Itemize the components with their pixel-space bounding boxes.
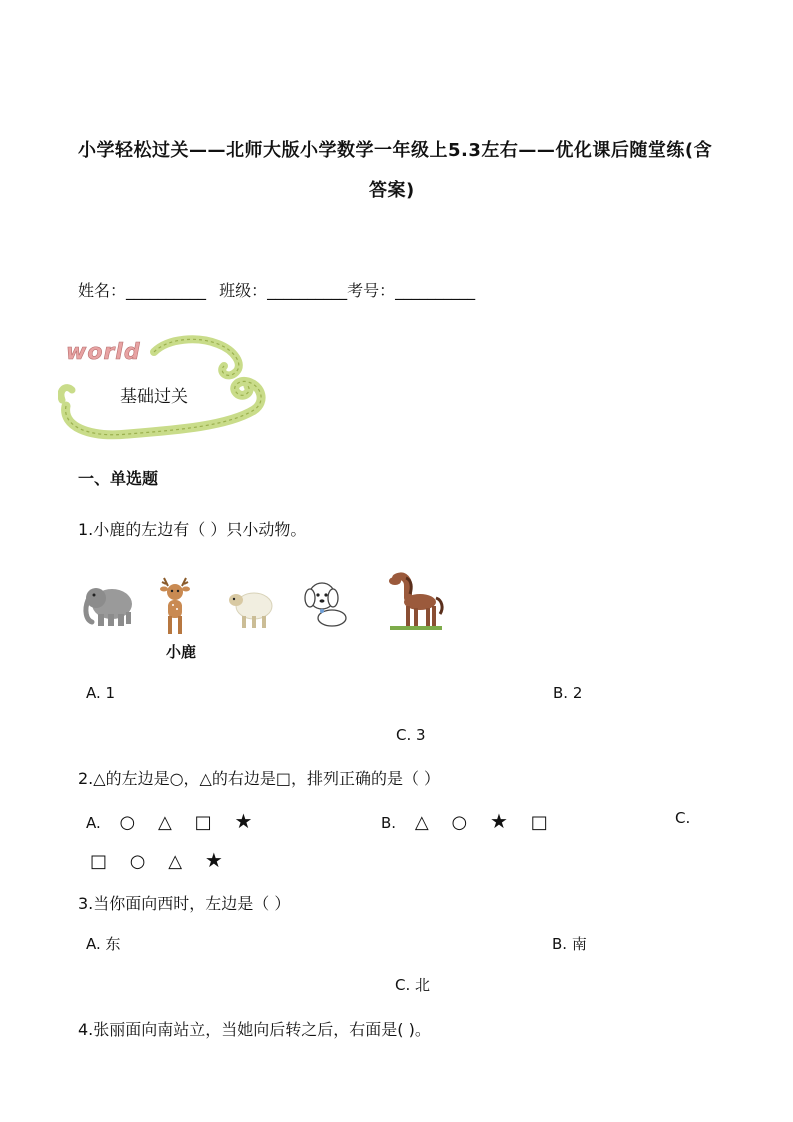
document-title-line1: 小学轻松过关——北师大版小学数学一年级上5.3左右——优化课后随堂练(含 — [78, 140, 713, 161]
question-2-stem: 2.△的左边是○，△的右边是□，排列正确的是（ ） — [78, 769, 441, 788]
circle-shape: ○ — [129, 851, 146, 872]
puppy-icon — [302, 578, 352, 630]
question-4-stem: 4.张丽面向南站立，当她向后转之后，右面是( )。 — [78, 1020, 431, 1039]
q1-option-b[interactable]: B. 2 — [553, 684, 583, 702]
triangle-shape: △ — [414, 812, 429, 833]
circle-shape: ○ — [119, 812, 136, 833]
q3-option-a[interactable]: A. 东 — [86, 935, 121, 953]
square-shape: □ — [530, 812, 548, 833]
document-title-line2: 答案) — [369, 180, 415, 201]
section-heading: 一、单选题 — [78, 469, 159, 488]
square-shape: □ — [90, 851, 108, 872]
exam-label: 考号： — [347, 281, 396, 300]
name-blank: __________ — [126, 281, 207, 300]
deer-caption: 小鹿 — [166, 643, 197, 661]
name-label: 姓名： — [78, 281, 127, 300]
q2-option-b-label: B. — [381, 814, 397, 832]
q2-option-b[interactable] — [381, 809, 548, 833]
circle-shape: ○ — [451, 812, 468, 833]
q2-option-a-label: A. — [86, 814, 101, 832]
star-shape: ★ — [204, 848, 223, 872]
q1-option-a[interactable]: A. 1 — [86, 684, 116, 702]
sheep-icon — [226, 586, 276, 630]
square-shape: □ — [194, 812, 212, 833]
banner-label: 基础过关 — [120, 387, 188, 407]
horse-icon — [386, 572, 446, 634]
q1-option-c[interactable]: C. 3 — [396, 726, 426, 744]
q2-option-c-label[interactable]: C. — [675, 809, 691, 827]
q3-option-c[interactable]: C. 北 — [395, 976, 431, 994]
animal-row — [80, 572, 460, 638]
elephant-icon — [82, 580, 138, 630]
triangle-shape: △ — [158, 812, 172, 833]
q2-option-c-shapes[interactable] — [90, 848, 223, 872]
star-shape: ★ — [234, 809, 253, 833]
student-info-line — [78, 278, 475, 301]
exam-blank: __________ — [395, 281, 476, 300]
question-3-stem: 3.当你面向西时，左边是（ ） — [78, 894, 291, 913]
deer-icon — [152, 574, 198, 638]
q3-option-b[interactable]: B. 南 — [552, 935, 587, 953]
question-1-stem: 1.小鹿的左边有（ ）只小动物。 — [78, 520, 307, 539]
class-label: 班级： — [219, 281, 268, 300]
world-logo-text: world — [66, 340, 141, 365]
triangle-shape: △ — [168, 851, 183, 872]
section-banner — [58, 330, 268, 442]
star-shape: ★ — [489, 809, 508, 833]
q2-option-a[interactable] — [86, 809, 252, 833]
class-blank: __________ — [267, 281, 348, 300]
